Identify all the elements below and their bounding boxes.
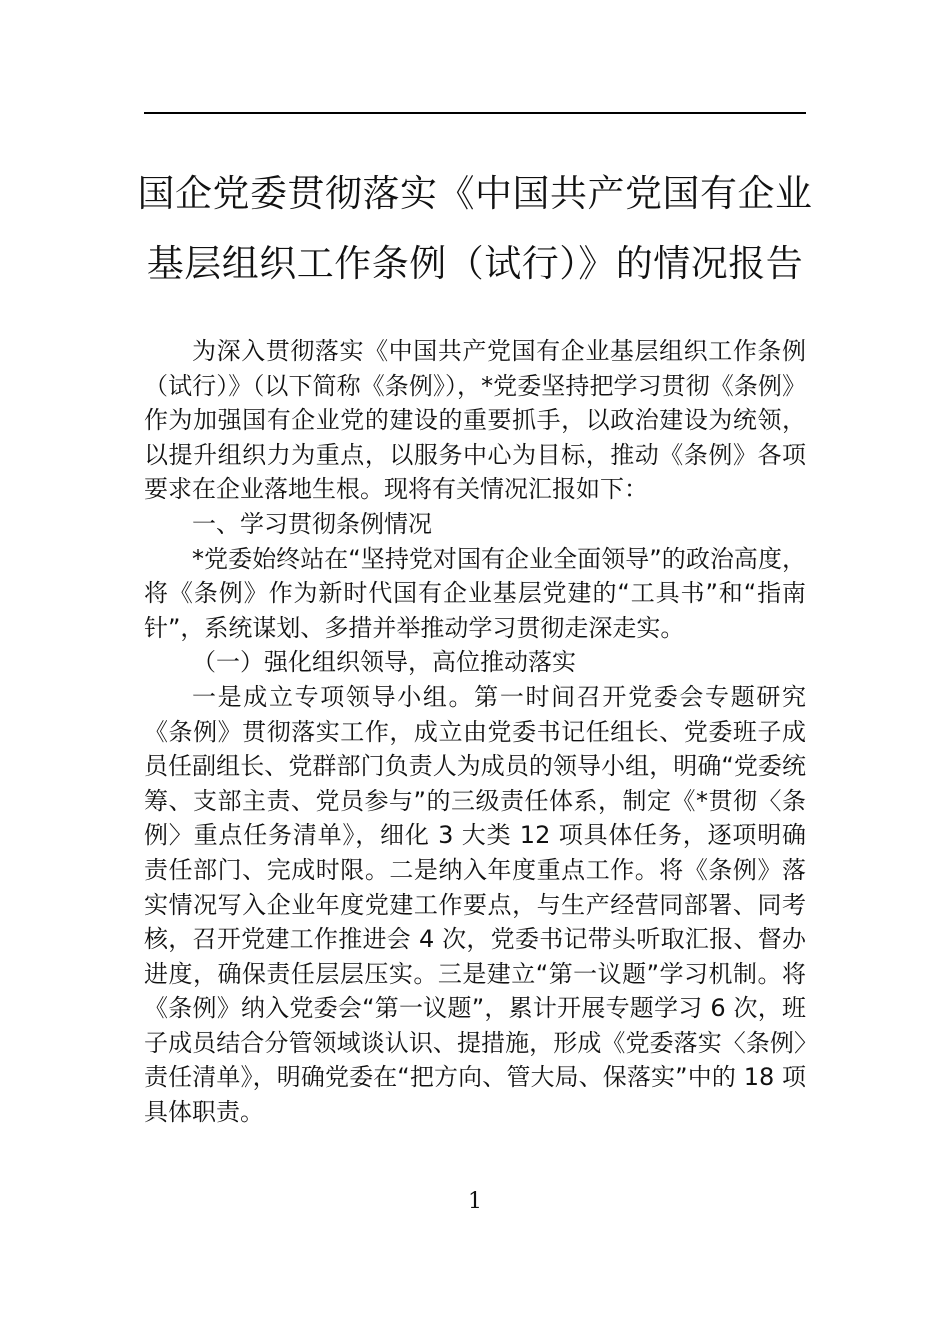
header-rule	[144, 112, 806, 114]
document-title-line-1: 国企党委贯彻落实《中国共产党国有企业	[137, 172, 813, 215]
subsection-1-heading: （一）强化组织领导，高位推动落实	[192, 648, 576, 677]
document-body	[144, 334, 806, 1130]
page-number: 1	[468, 1189, 482, 1214]
intro-paragraph: 为深入贯彻落实《中国共产党国有企业基层组织工作条例（试行）》（以下简称《条例》），*党委坚持把学习贯彻《条例》作为加强国有企业党的建设的重要抓手，以政治建设为统领，以提升组织力为重点，以服务中心为目标，推动《条例》各项要求在企业落地生根。现将有关情况汇报如下：	[144, 337, 806, 504]
section-1-heading: 一、学习贯彻条例情况	[192, 509, 432, 538]
subsection-1-paragraph: 一是成立专项领导小组。第一时间召开党委会专题研究《条例》贯彻落实工作，成立由党委书记任组长、党委班子成员任副组长、党群部门负责人为成员的领导小组，明确“党委统筹、支部主责、党员参与”的三级责任体系，制定《*贯彻〈条例〉重点任务清单》，细化 3 大类 12 项具体任务，逐项明确责任部门、完成时限。二是纳入年度重点工作。将《条例》落实情况写入企业年度党建工作要点，与生产经营同部署、同考核，召开党建工作推进会 4 次，党委书记带头听取汇报、督办进度，确保责任层层压实。三是建立“第一议题”学习机制。将《条例》纳入党委会“第一议题”，累计开展专题学习 6 次，班子成员结合分管领域谈认识、提措施，形成《党委落实〈条例〉责任清单》，明确党委在“把方向、管大局、保落实”中的 18 项具体职责。	[144, 682, 806, 1127]
section-1-paragraph: *党委始终站在“坚持党对国有企业全面领导”的政治高度，将《条例》作为新时代国有企业基层党建的“工具书”和“指南针”，系统谋划、多措并举推动学习贯彻走深走实。	[144, 544, 806, 642]
document-title-line-2: 基层组织工作条例（试行）》的情况报告	[146, 242, 804, 285]
